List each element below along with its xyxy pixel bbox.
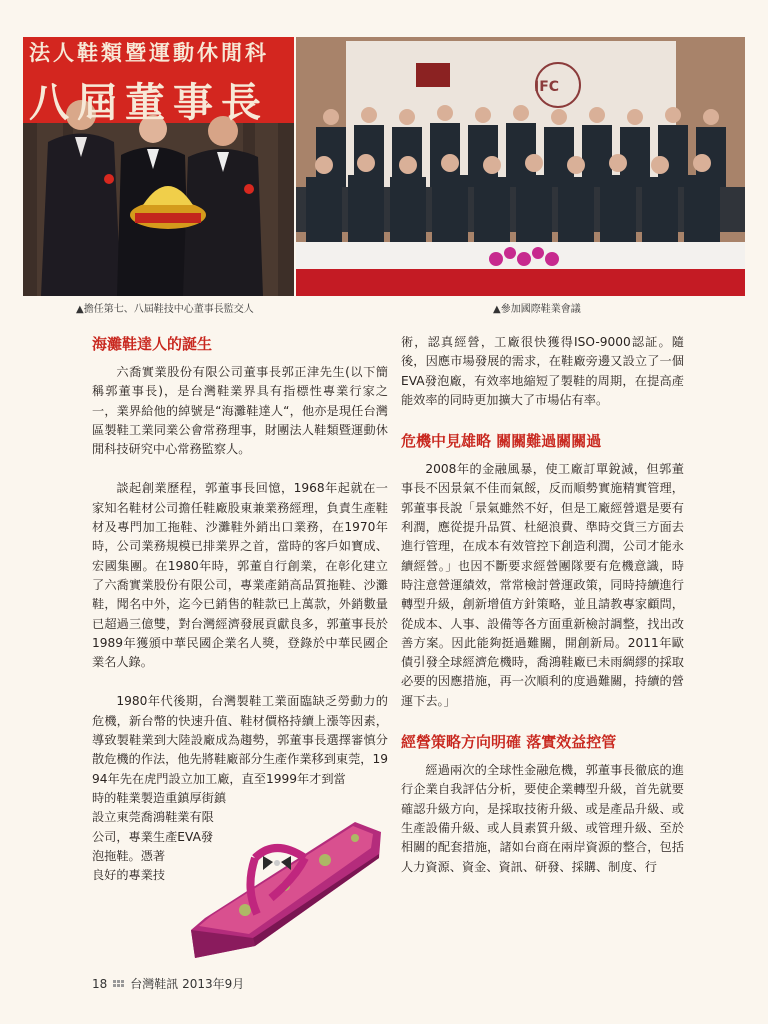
paragraph-relocation: 1980年代後期，台灣製鞋工業面臨缺乏勞動力的危機，新台幣的快速升值、鞋材價格持續上漲等因素，導致製鞋業到大陸設廠成為趨勢，郭董事長選擇審慎分散危機的作法，他先將鞋廠部分生產作業移到東莞，1994年先在虎門設立加工廠，直至1999年才到當 (92, 694, 388, 786)
paragraph-crisis: 2008年的金融風暴，使工廠訂單銳減，但郭董事長不因景氣不佳而氣餒，反而順勢實施精實管理，郭董事長說「景氣雖然不好，但是工廠經營還是要有利潤，應從提升品質、杜絕浪費、準時交貨三方面去進行管理，在成本有效管控下創造利潤，公司才能永續經營。」也因不斷要求經營團隊要有危機意識，時時注意營運績效，常常檢討營運政策，同時持續進行轉型升級，創新增值方針策略，並且請教專家顧問，從成本、人事、設備等各方面重新檢討調整，找出改善方案。因此能夠挺過難關，開創新局。2011年歐債引發全球經濟危機時，喬鴻鞋廠已未雨綢繆的採取必要的因應措施，再一次順利的度過難關，持續的營運下去。」 (401, 462, 684, 708)
wrap-line: 良好的專業技 (92, 868, 166, 883)
paragraph-strategy: 經過兩次的全球性金融危機，郭董事長徹底的進行企業自我評估分析，要使企業轉型升級，首先就要確認升級方向，是採取技術升級、或是產品升級、或生產設備升級、或人員素質升級、或管理升級、至於相關的配套措施，諸如台商在兩岸資源的整合，包括人力資源、資金、資訊、研發、採購、制度、行 (401, 763, 684, 874)
dots-icon (113, 980, 124, 987)
right-column (401, 333, 684, 877)
publication-name: 台灣鞋訊 2013年9月 (130, 977, 245, 991)
backdrop-text: IFC (534, 79, 560, 95)
section-title-strategy: 經營策略方向明確 落實效益控管 (401, 733, 617, 752)
left-column (92, 333, 388, 885)
paragraph-intro: 六喬實業股份有限公司董事長郭正津先生(以下簡稱郭董事長)，是台灣鞋業界具有指標性專業行家之一，業界給他的綽號是“海灘鞋達人“，他亦是現任台灣區製鞋工業同業公會常務理事，財團法人鞋類暨運動休閒科技研究中心常務監察人。 (92, 365, 388, 457)
paragraph-continued: 術，認真經營，工廠很快獲得ISO-9000認証。隨後，因應市場發展的需求，在鞋廠旁邊又設立了一個EVA發泡廠，有效率地縮短了製鞋的周期，在提高產能效率的同時更加擴大了市場佔有率。 (401, 335, 684, 407)
wrap-line: 泡拖鞋。憑著 (92, 848, 166, 863)
wrap-line: 時的鞋業製造重鎮厚街鎮 (92, 790, 227, 805)
page-footer (92, 975, 244, 992)
section-title-crisis: 危機中見雄略 關關難過關關過 (401, 432, 602, 451)
conference-illustration (296, 37, 745, 296)
platform-sandal-image (185, 818, 385, 968)
banner-line1: 法人鞋類暨運動休閒科 (29, 41, 269, 65)
banner-line2: 八屆董事長 (29, 80, 269, 126)
caption-ceremony: ▲擔任第七、八屆鞋技中心董事長監交人 (76, 304, 254, 315)
section-title-birth: 海灘鞋達人的誕生 (92, 335, 213, 353)
photo-conference (296, 37, 745, 296)
paragraph-history: 談起創業歷程，郭董事長回憶，1968年起就在一家知名鞋材公司擔任鞋廠股東兼業務經理，負責生產鞋材及專門加工拖鞋、沙灘鞋外銷出口業務，在1970年時，公司業務規模已排業界之首，當時的客戶如寶成、宏國集團。在1980年時，郭董自行創業，在彰化建立了六喬實業股份有限公司，專業產銷高品質拖鞋、沙灘鞋，聞名中外，迄今已銷售的鞋款已上萬款，外銷數量已超過三億雙，對台灣經濟發展貢獻良多，郭董事長於1989年獲頒中華民國企業名人獎，登錄於中華民國企業名人錄。 (92, 481, 388, 670)
page-number: 18 (92, 976, 108, 991)
photo-ceremony (23, 37, 294, 296)
wrap-line: 設立東莞喬鴻鞋業有限 (92, 810, 214, 825)
caption-conference: ▲參加國際鞋業會議 (493, 304, 581, 315)
wrap-line: 公司，專業生產EVA發 (92, 829, 214, 844)
